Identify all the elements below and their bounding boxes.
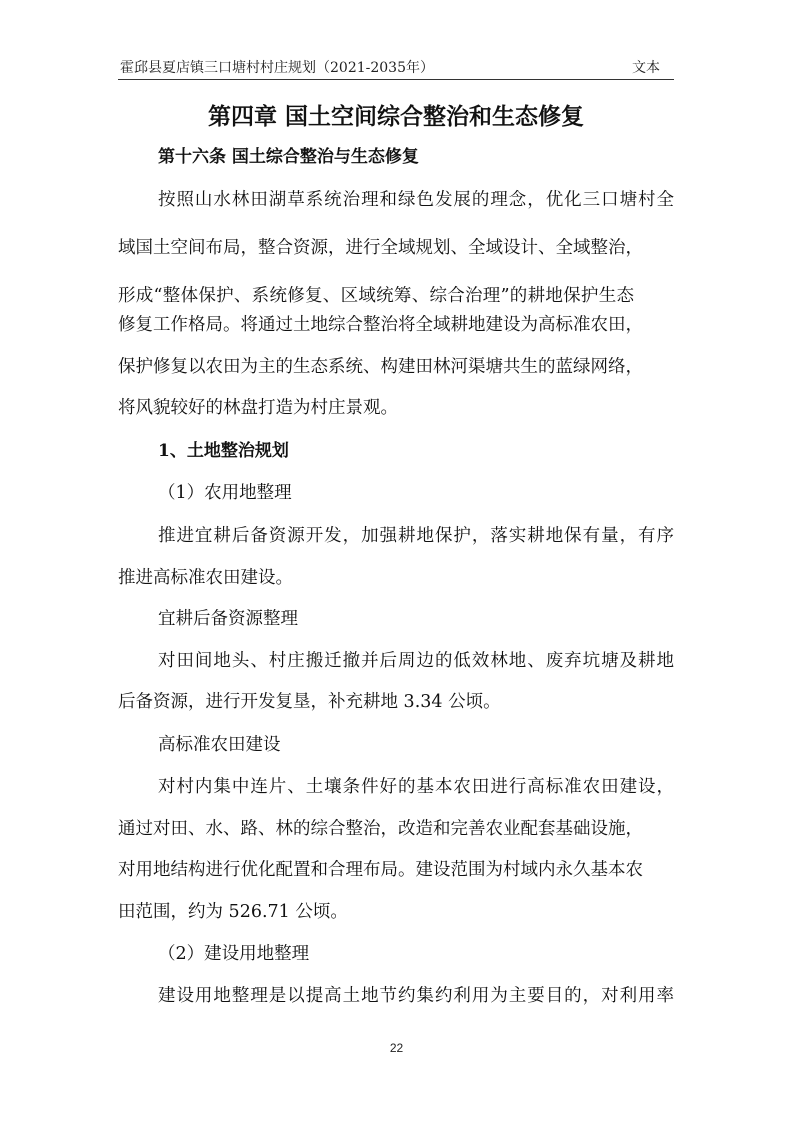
- farmland-para-line-1: 对村内集中连片、土壤条件好的基本农田进行高标准农田建设，: [158, 777, 674, 797]
- document-label: 文本: [632, 60, 660, 76]
- agricultural-para-line-1: 推进宜耕后备资源开发，加强耕地保护，落实耕地保有量，有序: [158, 526, 674, 546]
- intro-line-2: 域国土空间布局，整合资源，进行全域规划、全域设计、全域整治，: [118, 238, 643, 258]
- reserve-para-line-1: 对田间地头、村庄搬迁撤并后周边的低效林地、废弃坑塘及耕地: [158, 651, 674, 671]
- chapter-title: 第四章 国土空间综合整治和生态修复: [207, 103, 584, 130]
- intro-line-4: 修复工作格局。将通过土地综合整治将全域耕地建设为高标准农田，: [118, 315, 643, 335]
- page-header: [118, 58, 674, 78]
- farmland-para-line-3: 对用地结构进行优化配置和合理布局。建设范围为村域内永久基本农: [118, 860, 643, 880]
- intro-line-6: 将风貌较好的林盘打造为村庄景观。: [118, 398, 398, 418]
- intro-line-5: 保护修复以农田为主的生态系统、构建田林河渠塘共生的蓝绿网络，: [118, 357, 643, 377]
- reserve-heading: 宜耕后备资源整理: [158, 609, 298, 629]
- section-heading-land-consolidation: 1、土地整治规划: [158, 441, 289, 461]
- document-title: 霍邱县夏店镇三口塘村村庄规划（2021-2035年）: [120, 60, 434, 76]
- farmland-para-line-2: 通过对田、水、路、林的综合整治，改造和完善农业配套基础设施，: [118, 819, 643, 839]
- header-divider: [118, 79, 674, 80]
- agricultural-para-line-2: 推进高标准农田建设。: [118, 568, 293, 588]
- farmland-heading: 高标准农田建设: [158, 735, 281, 755]
- intro-line-1: 按照山水林田湖草系统治理和绿色发展的理念，优化三口塘村全: [158, 190, 674, 210]
- intro-line-3: 形成“整体保护、系统修复、区域统筹、综合治理”的耕地保护生态: [118, 286, 634, 306]
- farmland-para-line-4: 田范围，约为 526.71 公顷。: [118, 902, 348, 922]
- reserve-para-line-2: 后备资源，进行开发复垦，补充耕地 3.34 公顷。: [118, 692, 501, 712]
- construction-para-line-1: 建设用地整理是以提高土地节约集约利用为主要目的，对利用率: [158, 986, 674, 1006]
- page-number: 22: [389, 1041, 404, 1055]
- article-title: 第十六条 国土综合整治与生态修复: [158, 147, 419, 167]
- subsection-heading-construction: （2）建设用地整理: [158, 944, 310, 964]
- subsection-heading-agricultural: （1）农用地整理: [158, 483, 292, 503]
